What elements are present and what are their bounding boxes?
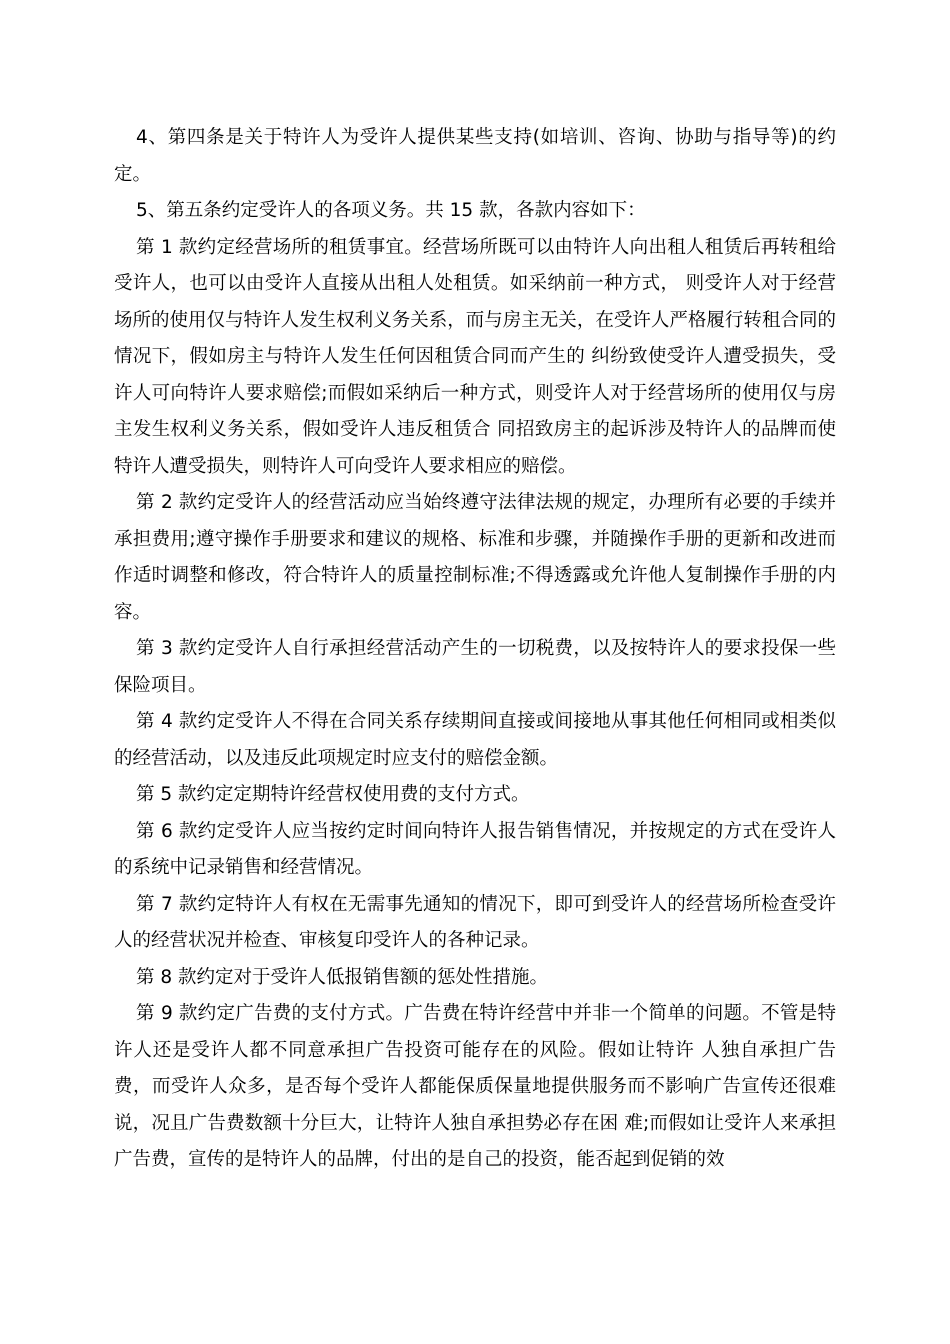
paragraph-clause-4: 第 4 款约定受许人不得在合同关系存续期间直接或间接地从事其他任何相同或相类似的经营活动，以及违反此项规定时应支付的赔偿金额。 (114, 711, 836, 769)
paragraph-clause-1: 第 1 款约定经营场所的租赁事宜。经营场所既可以由特许人向出租人租赁后再转租给受许人，也可以由受许人直接从出租人处租赁。如采纳前一种方式， 则受许人对于经营场所的使用仅与特许人发生权利义务关系，而与房主无关，在受许人严格履行转租合同的情况下，假如房主与特许人发生任何因租赁合同而产生的 纠纷致使受许人遭受损失，受许人可向特许人要求赔偿;而假如采纳后一种方式，则受许人对于经营场所的使用仅与房主发生权利义务关系，假如受许人违反租赁合 同招致房主的起诉涉及特许人的品牌而使特许人遭受损失，则特许人可向受许人要求相应的赔偿。 (114, 236, 836, 477)
paragraph-article-4: 4、第四条是关于特许人为受许人提供某些支持(如培训、咨询、协助与指导等)的约定。 (114, 127, 836, 185)
paragraph-clause-6: 第 6 款约定受许人应当按约定时间向特许人报告销售情况，并按规定的方式在受许人的系统中记录销售和经营情况。 (114, 820, 836, 878)
paragraph-clause-9: 第 9 款约定广告费的支付方式。广告费在特许经营中并非一个简单的问题。不管是特许人还是受许人都不同意承担广告投资可能存在的风险。假如让特许 人独自承担广告费，而受许人众多，是否每个受许人都能保质保量地提供服务而不影响广告宣传还很难说，况且广告费数额十分巨大，让特许人独自承担势必存在困 难;而假如让受许人来承担广告费，宣传的是特许人的品牌，付出的是自己的投资，能否起到促销的效 (114, 1003, 836, 1170)
document-body (114, 120, 836, 1179)
paragraph-clause-3: 第 3 款约定受许人自行承担经营活动产生的一切税费，以及按特许人的要求投保一些保险项目。 (114, 638, 836, 696)
paragraph-clause-7: 第 7 款约定特许人有权在无需事先通知的情况下，即可到受许人的经营场所检查受许人的经营状况并检查、审核复印受许人的各种记录。 (114, 893, 836, 951)
paragraph-clause-8: 第 8 款约定对于受许人低报销售额的惩处性措施。 (136, 966, 549, 988)
paragraph-article-5: 5、第五条约定受许人的各项义务。共 15 款，各款内容如下： (136, 200, 646, 221)
paragraph-clause-2: 第 2 款约定受许人的经营活动应当始终遵守法律法规的规定，办理所有必要的手续并承担费用;遵守操作手册要求和建议的规格、标准和步骤，并随操作手册的更新和改进而作适时调整和修改，符合特许人的质量控制标准;不得透露或允许他人复制操作手册的内容。 (114, 492, 836, 623)
paragraph-clause-5: 第 5 款约定定期特许经营权使用费的支付方式。 (136, 784, 530, 805)
